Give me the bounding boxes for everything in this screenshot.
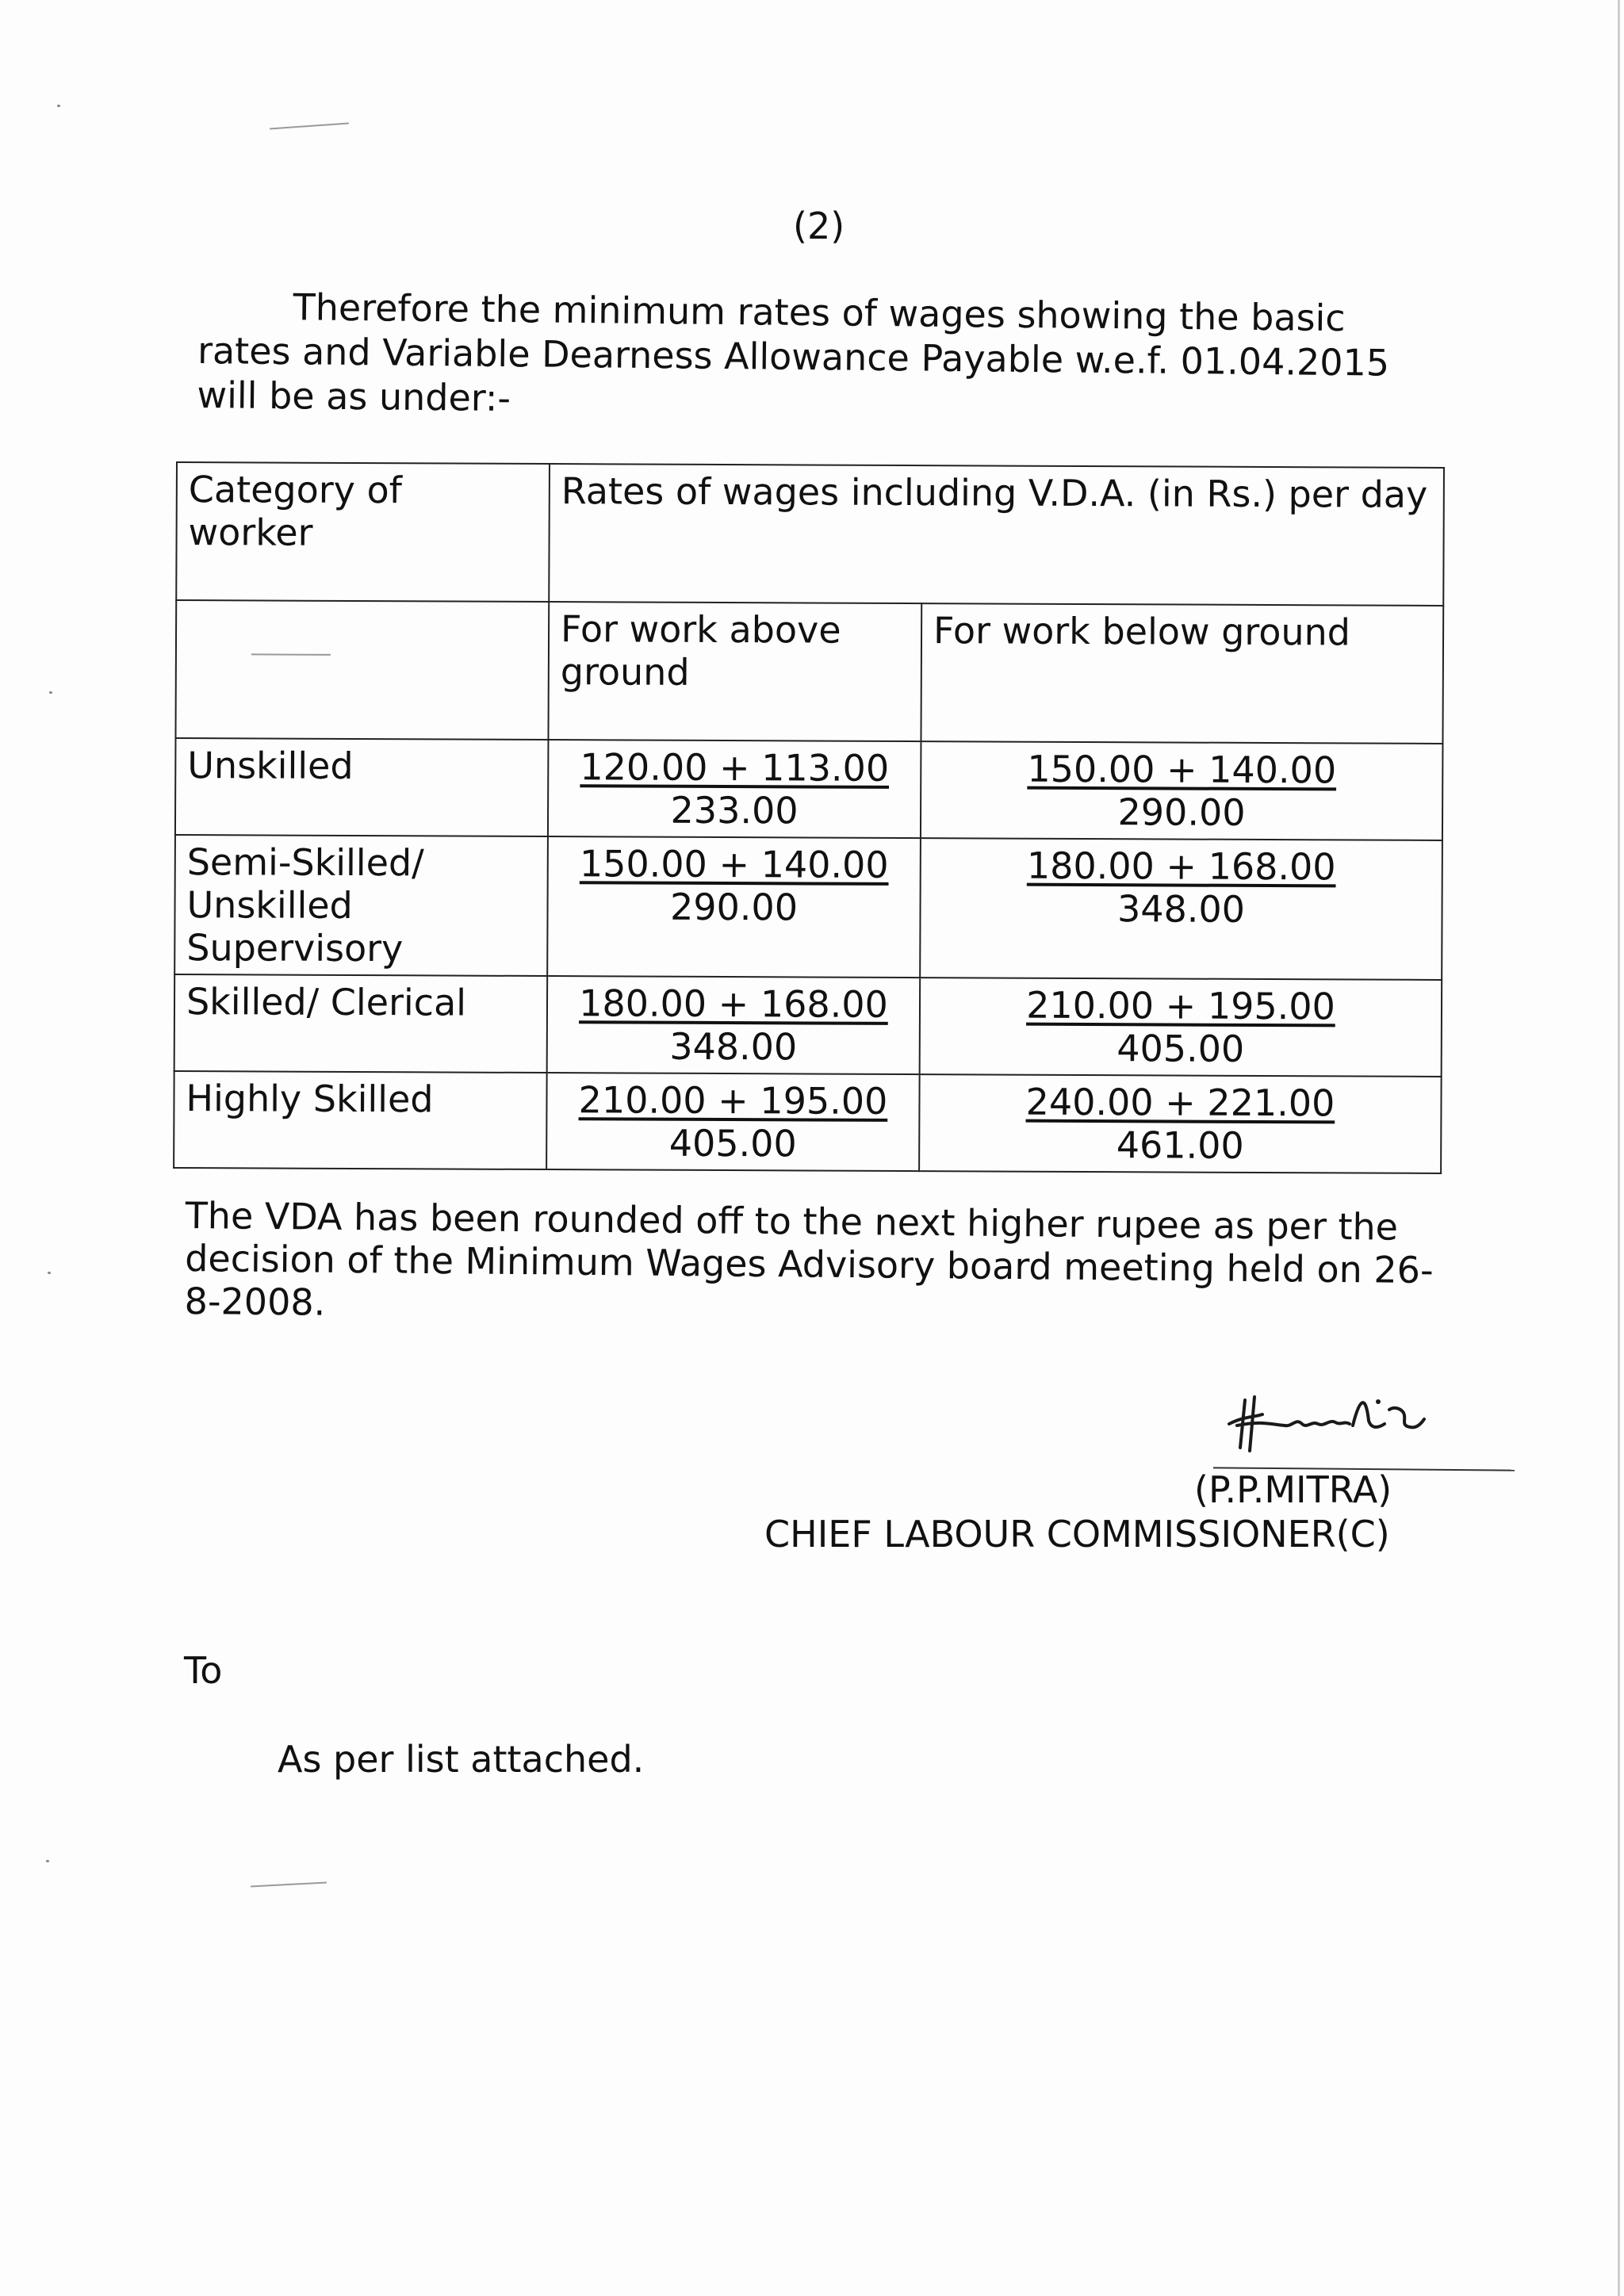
rate-sum: 240.00 + 221.00 <box>1025 1080 1335 1125</box>
rate-total: 348.00 <box>669 1024 798 1069</box>
table-row <box>175 738 1443 840</box>
wage-table-container <box>173 461 1445 1174</box>
rate-sum: 150.00 + 140.00 <box>579 842 889 886</box>
table-row <box>174 835 1442 980</box>
rate-below-cell <box>921 741 1443 840</box>
scan-dot <box>48 1272 51 1274</box>
scan-mark <box>251 1881 327 1887</box>
header-rates: Rates of wages including V.D.A. (in Rs.) per day <box>549 464 1444 606</box>
rate-sum: 150.00 + 140.00 <box>1027 747 1337 792</box>
rate-total: 348.00 <box>1116 887 1246 931</box>
signatory-name: (P.P.MITRA) <box>1194 1468 1392 1511</box>
rate-total: 233.00 <box>670 788 799 832</box>
scan-dot <box>57 105 60 107</box>
recipient-value: As per list attached. <box>278 1738 645 1781</box>
handwritten-signature <box>1213 1368 1451 1464</box>
category-cell: Semi-Skilled/ Unskilled Supervisory <box>174 835 548 976</box>
rate-total: 461.00 <box>1116 1123 1244 1167</box>
subheader-empty <box>175 600 549 740</box>
intro-text: Therefore the minimum rates of wages showing the basic rates and Variable Dearness Allowance Payable w.e.f. 01.04.2015 will be as under:- <box>197 285 1390 420</box>
rate-sum: 210.00 + 195.00 <box>578 1078 888 1123</box>
subheader-above-ground: For work above ground <box>548 602 921 741</box>
signatory-title: CHIEF LABOUR COMMISSIONER(C) <box>764 1513 1390 1556</box>
rate-below-cell <box>920 838 1442 980</box>
rate-below-cell <box>919 1074 1442 1173</box>
header-category: Category of worker <box>176 462 550 602</box>
category-cell: Unskilled <box>175 738 549 836</box>
table-row <box>174 974 1442 1077</box>
rate-sum: 210.00 + 195.00 <box>1026 983 1335 1028</box>
rate-sum: 120.00 + 113.00 <box>580 745 890 790</box>
rate-sum: 180.00 + 168.00 <box>579 982 888 1026</box>
rate-total: 405.00 <box>668 1121 797 1165</box>
rate-above-cell <box>547 976 921 1074</box>
scan-mark <box>270 123 349 130</box>
rate-below-cell <box>920 978 1442 1077</box>
subheader-below-ground: For work below ground <box>921 603 1443 744</box>
rate-total: 290.00 <box>1117 790 1246 834</box>
category-cell: Highly Skilled <box>174 1071 547 1169</box>
rate-total: 405.00 <box>1116 1027 1245 1070</box>
note-text: The VDA has been rounded off to the next higher rupee as per the decision of the Minimum Wages Advisory board meeting held on 26-8-2008. <box>184 1194 1434 1324</box>
intro-paragraph <box>197 284 1435 430</box>
scan-dot <box>49 691 52 694</box>
category-cell: Skilled/ Clerical <box>174 974 548 1073</box>
scan-edge <box>1618 0 1620 2296</box>
table-header-row <box>176 462 1444 606</box>
table-subheader-row <box>175 600 1443 744</box>
table-row <box>174 1071 1442 1173</box>
page-number: (2) <box>793 205 845 247</box>
wage-table <box>173 461 1445 1174</box>
rate-total: 290.00 <box>669 885 799 929</box>
scan-dot <box>46 1860 49 1862</box>
rate-sum: 180.00 + 168.00 <box>1026 844 1336 889</box>
pen-stroke-mark <box>251 653 331 655</box>
note-paragraph <box>184 1194 1454 1334</box>
rate-above-cell <box>546 1073 920 1171</box>
rate-above-cell <box>548 740 921 838</box>
rate-above-cell <box>547 836 921 978</box>
recipient-label: To <box>184 1649 223 1692</box>
